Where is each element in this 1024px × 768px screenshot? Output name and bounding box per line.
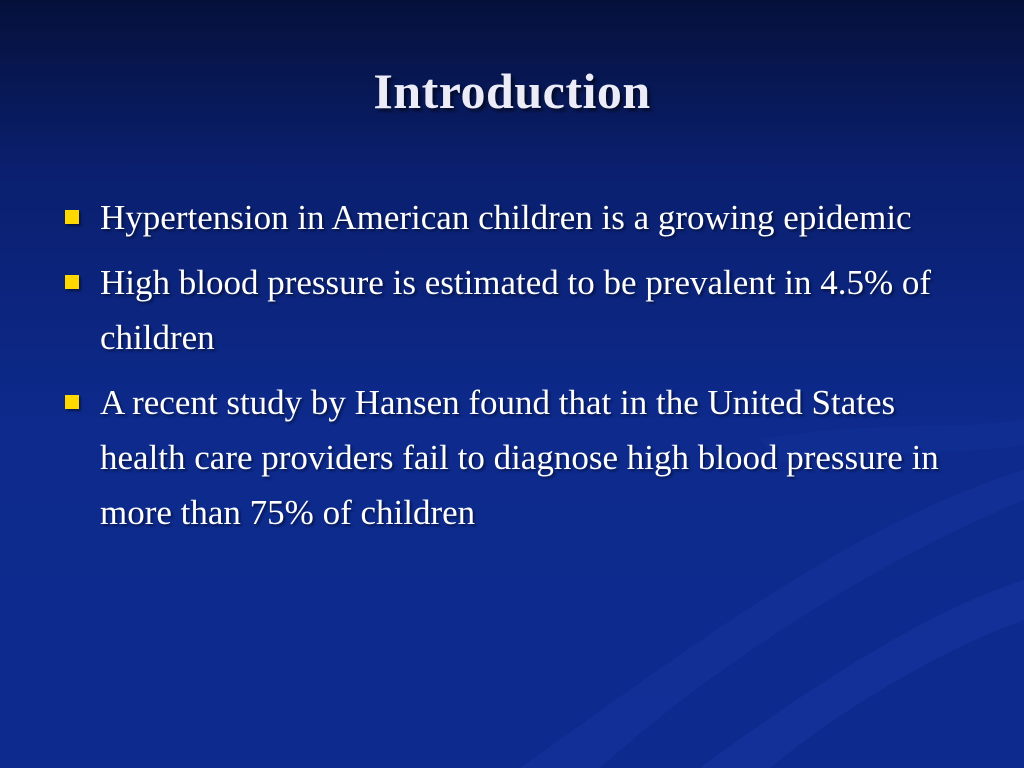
bullet-text: Hypertension in American children is a growing epidemic — [100, 198, 912, 237]
bullet-item — [62, 255, 962, 365]
square-bullet-icon — [65, 210, 79, 224]
square-bullet-icon — [65, 275, 79, 289]
bullet-text: High blood pressure is estimated to be prevalent in 4.5% of children — [100, 263, 932, 357]
bullet-item — [62, 375, 962, 540]
bullet-item — [62, 190, 962, 245]
square-bullet-icon — [65, 395, 79, 409]
slide-title: Introduction — [373, 63, 651, 119]
bullet-text: A recent study by Hansen found that in the United States health care providers fail to diagnose high blood pressure in more than 75% of children — [100, 383, 939, 532]
bullet-list — [62, 190, 962, 550]
